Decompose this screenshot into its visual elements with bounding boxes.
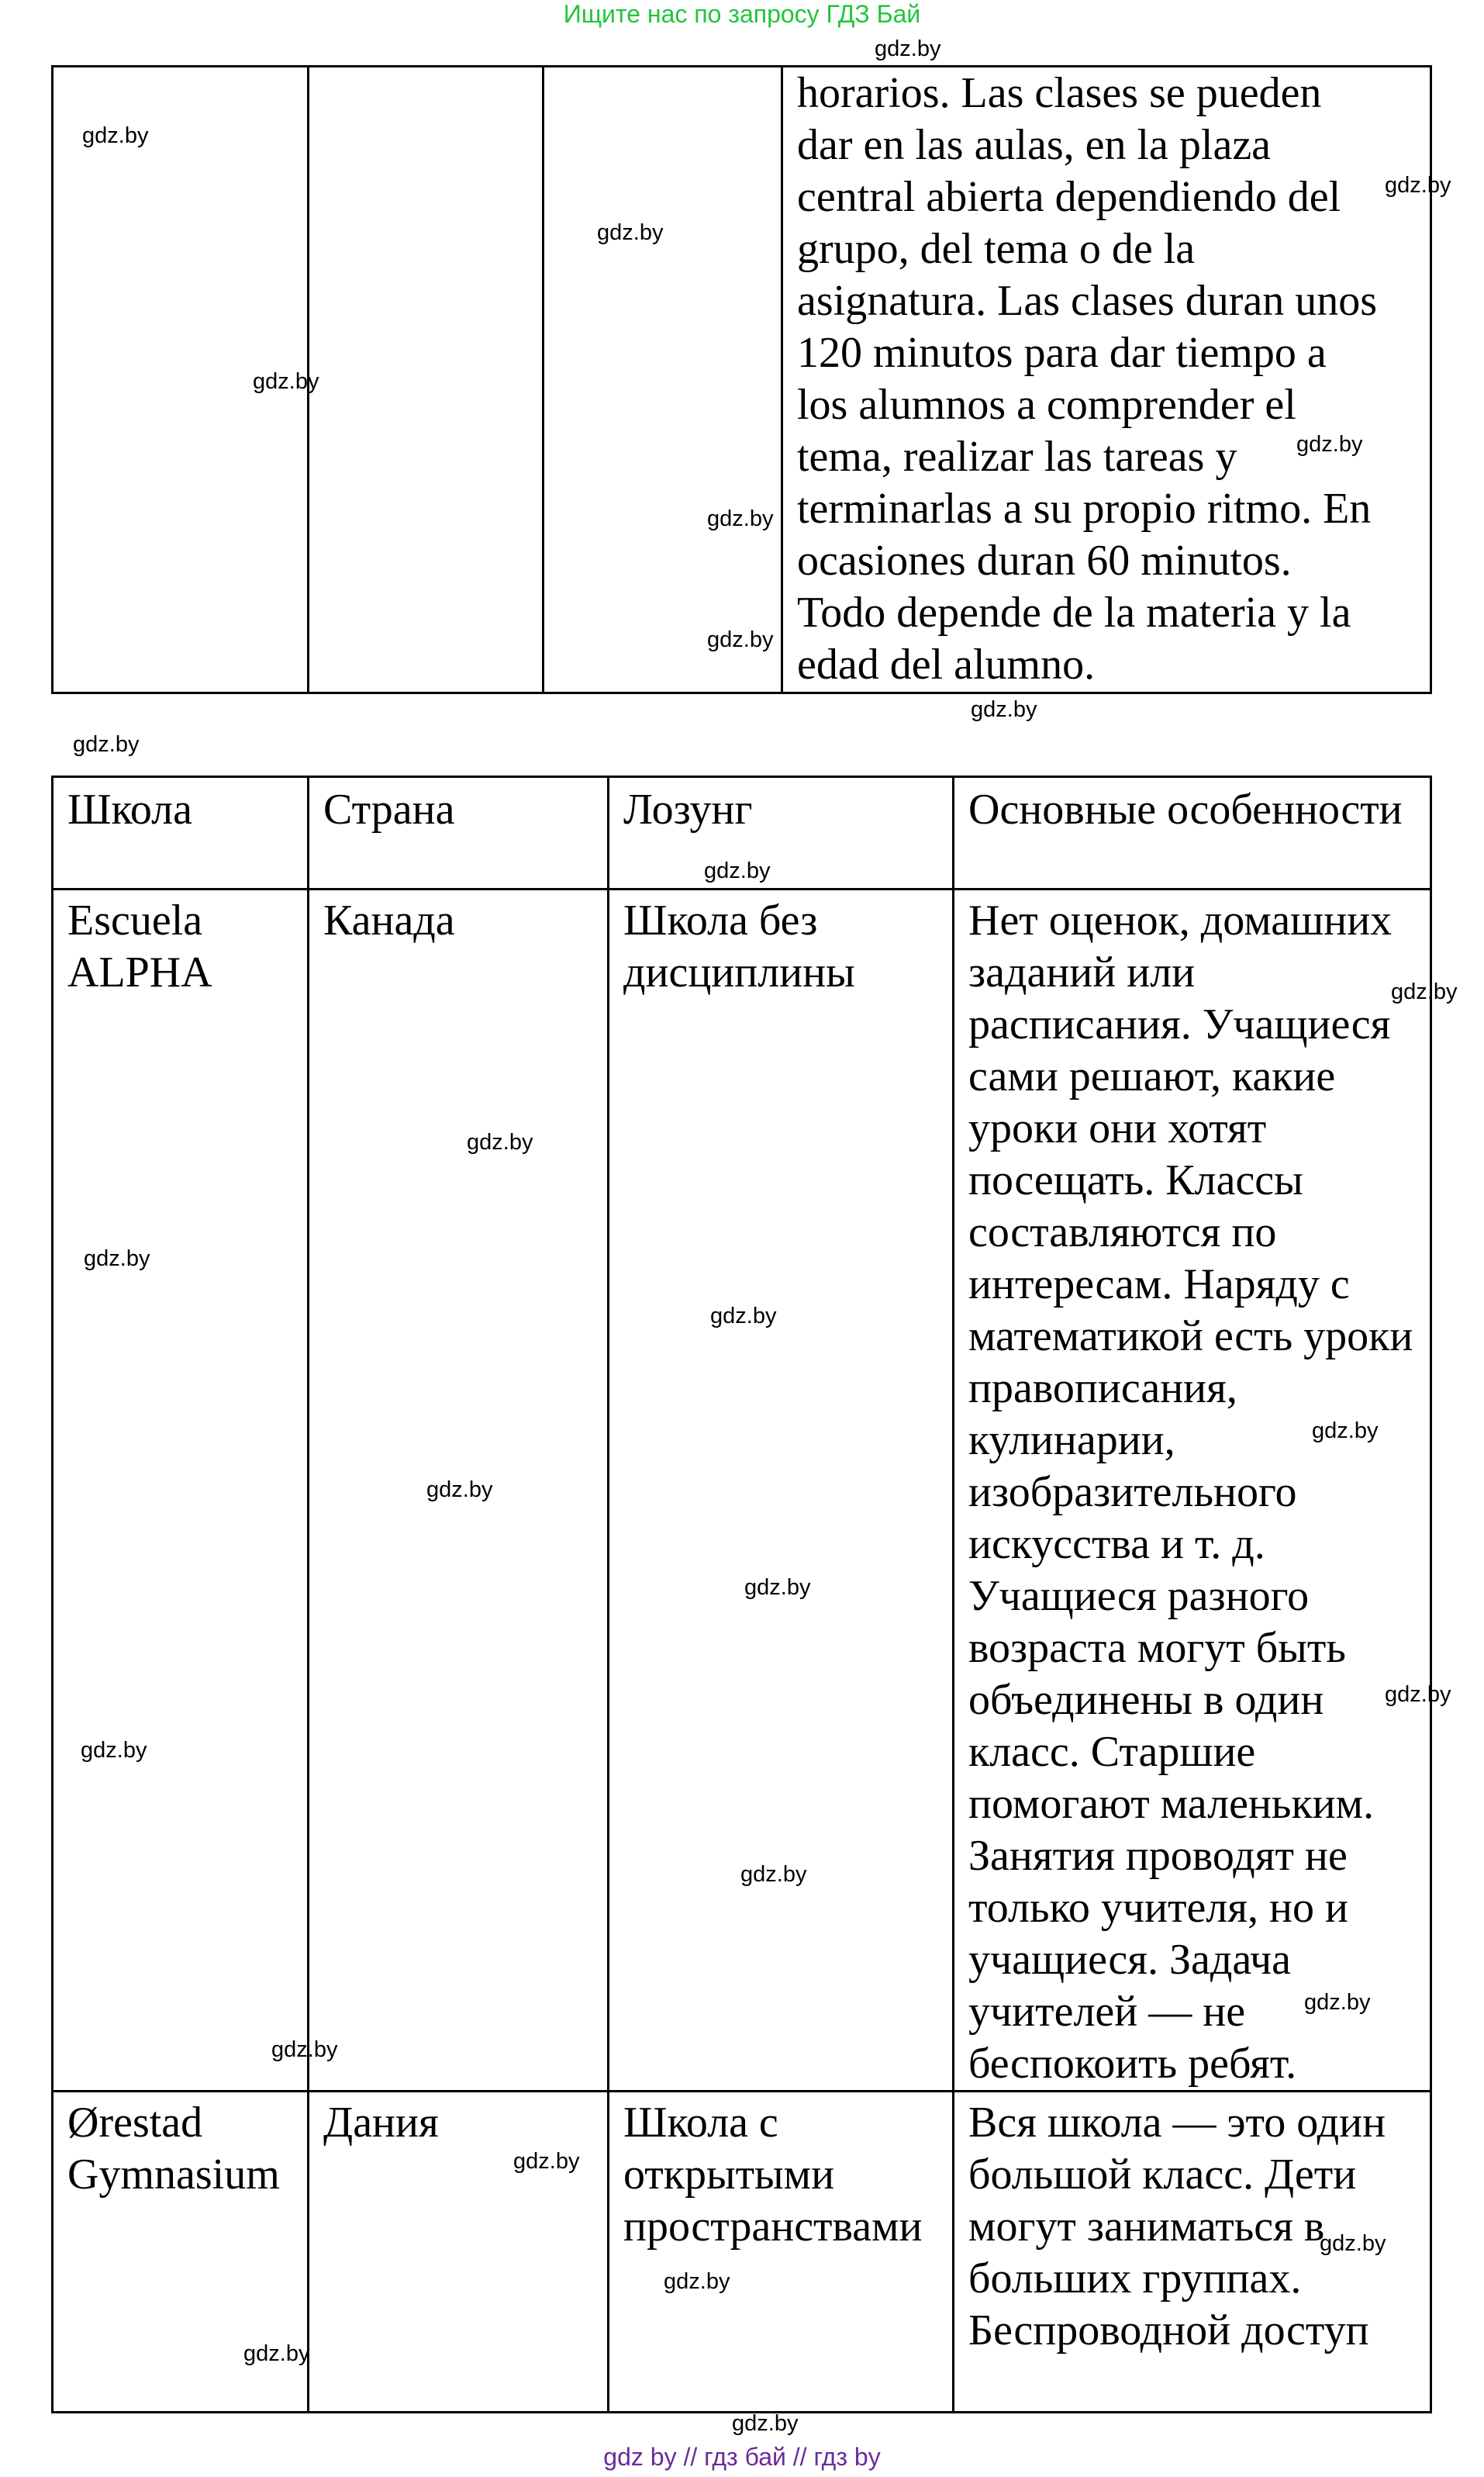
text-line: los alumnos a comprender el (797, 381, 1296, 429)
text-line: terminarlas a su propio ritmo. En (797, 485, 1372, 533)
header-school: Школа (53, 777, 309, 890)
watermark: gdz.by (1385, 173, 1451, 198)
header-slogan: Лозунг (609, 777, 954, 890)
watermark: gdz.by (875, 36, 941, 61)
text-line: dar en las aulas, en la plaza (797, 121, 1272, 169)
footer-links[interactable]: gdz by // гдз бай // гдз by (603, 2443, 881, 2471)
text-line: tema, realizar las tareas y (797, 433, 1237, 481)
watermark: gdz.by (73, 732, 140, 757)
cell-country: Канада (309, 890, 609, 2092)
text-line: 120 minutos para dar tiempo a (797, 329, 1327, 377)
table-cell (544, 67, 782, 693)
watermark: gdz.by (81, 1738, 147, 1763)
watermark: gdz.by (744, 1575, 811, 1600)
text-line: ocasiones duran 60 minutos. (797, 537, 1292, 585)
watermark: gdz.by (732, 2411, 799, 2436)
watermark: gdz.by (82, 123, 149, 148)
watermark: gdz.by (1391, 979, 1458, 1004)
header-features: Основные особенности (954, 777, 1431, 890)
table-cell-text (782, 67, 1431, 693)
cell-school: Ørestad Gymnasium (53, 2092, 309, 2413)
watermark: gdz.by (84, 1246, 150, 1271)
watermark: gdz.by (971, 697, 1037, 722)
table-row (53, 890, 1431, 2092)
watermark: gdz.by (1320, 2231, 1386, 2256)
features-text: Вся школа — это один большой класс. Дети могут заниматься в больших группах. Беспроводной доступ (968, 2099, 1386, 2354)
watermark: gdz.by (707, 506, 774, 531)
watermark: gdz.by (253, 369, 319, 394)
cell-school: Escuela ALPHA (53, 890, 309, 2092)
watermark: gdz.by (513, 2149, 580, 2174)
search-banner[interactable]: Ищите нас по запросу ГДЗ Бай (563, 0, 921, 28)
table-cell (309, 67, 544, 693)
text-line: edad del alumno. (797, 641, 1096, 689)
text-line: Todo depende de la materia y la (797, 589, 1351, 637)
text-line: asignatura. Las clases duran unos (797, 277, 1377, 325)
watermark: gdz.by (1304, 1990, 1371, 2015)
text-line: horarios. Las clases se pueden (797, 69, 1322, 117)
text-line: central abierta dependiendo del (797, 173, 1341, 221)
cell-slogan: Школа с открытыми пространствами (609, 2092, 954, 2413)
watermark: gdz.by (271, 2037, 338, 2062)
schools-table (51, 776, 1432, 2413)
header-country: Страна (309, 777, 609, 890)
cell-slogan: Школа без дисциплины (609, 890, 954, 2092)
watermark: gdz.by (740, 1862, 807, 1887)
watermark: gdz.by (1312, 1418, 1379, 1443)
cell-features: Нет оценок, домашних заданий или расписания. Учащиеся сами решают, какие уроки они хотят посещать. Классы составляются по интересам. Наряду с математикой есть уроки правописания, кулинарии, изобразительного искусства и т. д. Учащиеся разного возраста могут быть объединены в один класс. Старшие помогают маленьким. Занятия проводят не только учителя, но и учащиеся. Задача учителей — не беспокоить ребят. (954, 890, 1431, 2092)
watermark: gdz.by (243, 2341, 310, 2366)
watermark: gdz.by (597, 220, 664, 245)
watermark: gdz.by (707, 627, 774, 652)
watermark: gdz.by (1385, 1682, 1451, 1707)
watermark: gdz.by (664, 2269, 730, 2294)
watermark: gdz.by (467, 1130, 533, 1155)
watermark: gdz.by (704, 858, 771, 883)
text-line: grupo, del tema o de la (797, 225, 1196, 273)
watermark: gdz.by (426, 1477, 493, 1502)
watermark: gdz.by (710, 1304, 777, 1328)
cell-country: Дания (309, 2092, 609, 2413)
watermark: gdz.by (1296, 432, 1363, 457)
